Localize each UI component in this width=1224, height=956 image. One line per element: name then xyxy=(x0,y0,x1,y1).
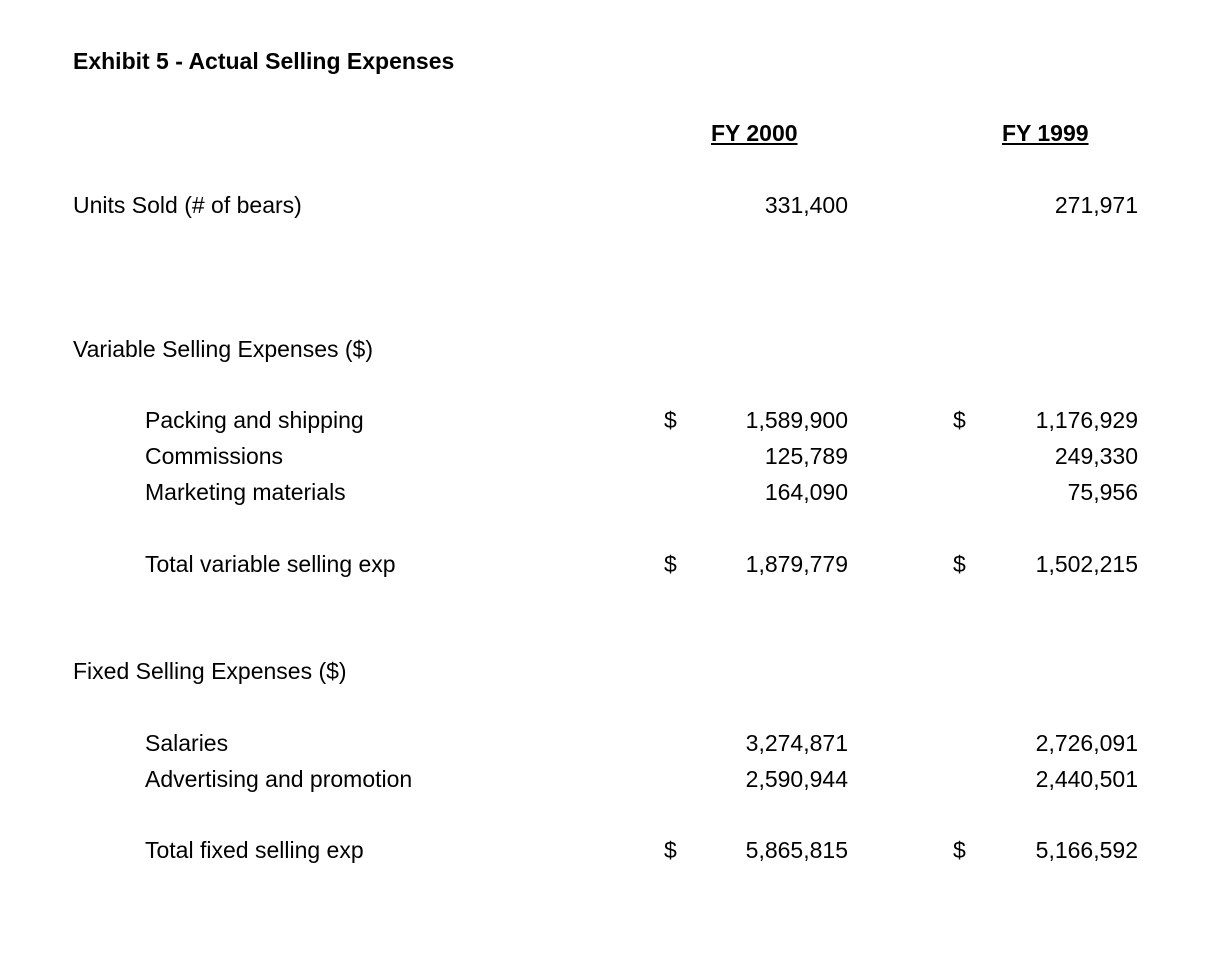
currency-symbol: $ xyxy=(664,837,677,863)
units-sold-fy1999: 271,971 xyxy=(1054,192,1138,218)
row-value-fy1999: 2,726,091 xyxy=(1035,730,1138,756)
row-label: Marketing materials xyxy=(145,479,346,505)
row-value-fy1999: 75,956 xyxy=(1067,479,1138,505)
total-label: Total fixed selling exp xyxy=(145,837,364,863)
row-value-fy1999: 1,176,929 xyxy=(1035,407,1138,433)
row-value-fy1999: 2,440,501 xyxy=(1035,766,1138,792)
row-value-fy2000: 3,274,871 xyxy=(745,730,848,756)
total-value-fy2000: 5,865,815 xyxy=(745,837,848,863)
row-value-fy2000: 125,789 xyxy=(764,443,848,469)
currency-symbol: $ xyxy=(664,407,677,433)
currency-symbol: $ xyxy=(953,407,966,433)
total-value-fy1999: 5,166,592 xyxy=(1035,837,1138,863)
total-value-fy2000: 1,879,779 xyxy=(745,551,848,577)
row-label: Commissions xyxy=(145,443,284,469)
units-sold-fy2000: 331,400 xyxy=(764,192,848,218)
variable-section-heading: Variable Selling Expenses ($) xyxy=(73,336,374,362)
currency-symbol: $ xyxy=(664,551,677,577)
row-label: Packing and shipping xyxy=(145,407,364,433)
row-value-fy1999: 249,330 xyxy=(1054,443,1138,469)
fixed-section-heading: Fixed Selling Expenses ($) xyxy=(73,658,347,684)
total-value-fy1999: 1,502,215 xyxy=(1035,551,1138,577)
total-label: Total variable selling exp xyxy=(145,551,396,577)
row-value-fy2000: 2,590,944 xyxy=(745,766,848,792)
currency-symbol: $ xyxy=(953,837,966,863)
column-header-fy1999: FY 1999 xyxy=(1002,120,1089,146)
row-label: Salaries xyxy=(145,730,229,756)
currency-symbol: $ xyxy=(953,551,966,577)
exhibit-title: Exhibit 5 - Actual Selling Expenses xyxy=(73,48,455,74)
column-header-fy2000: FY 2000 xyxy=(711,120,798,146)
units-sold-label: Units Sold (# of bears) xyxy=(73,192,302,218)
row-value-fy2000: 1,589,900 xyxy=(745,407,848,433)
row-label: Advertising and promotion xyxy=(145,766,413,792)
row-value-fy2000: 164,090 xyxy=(764,479,848,505)
